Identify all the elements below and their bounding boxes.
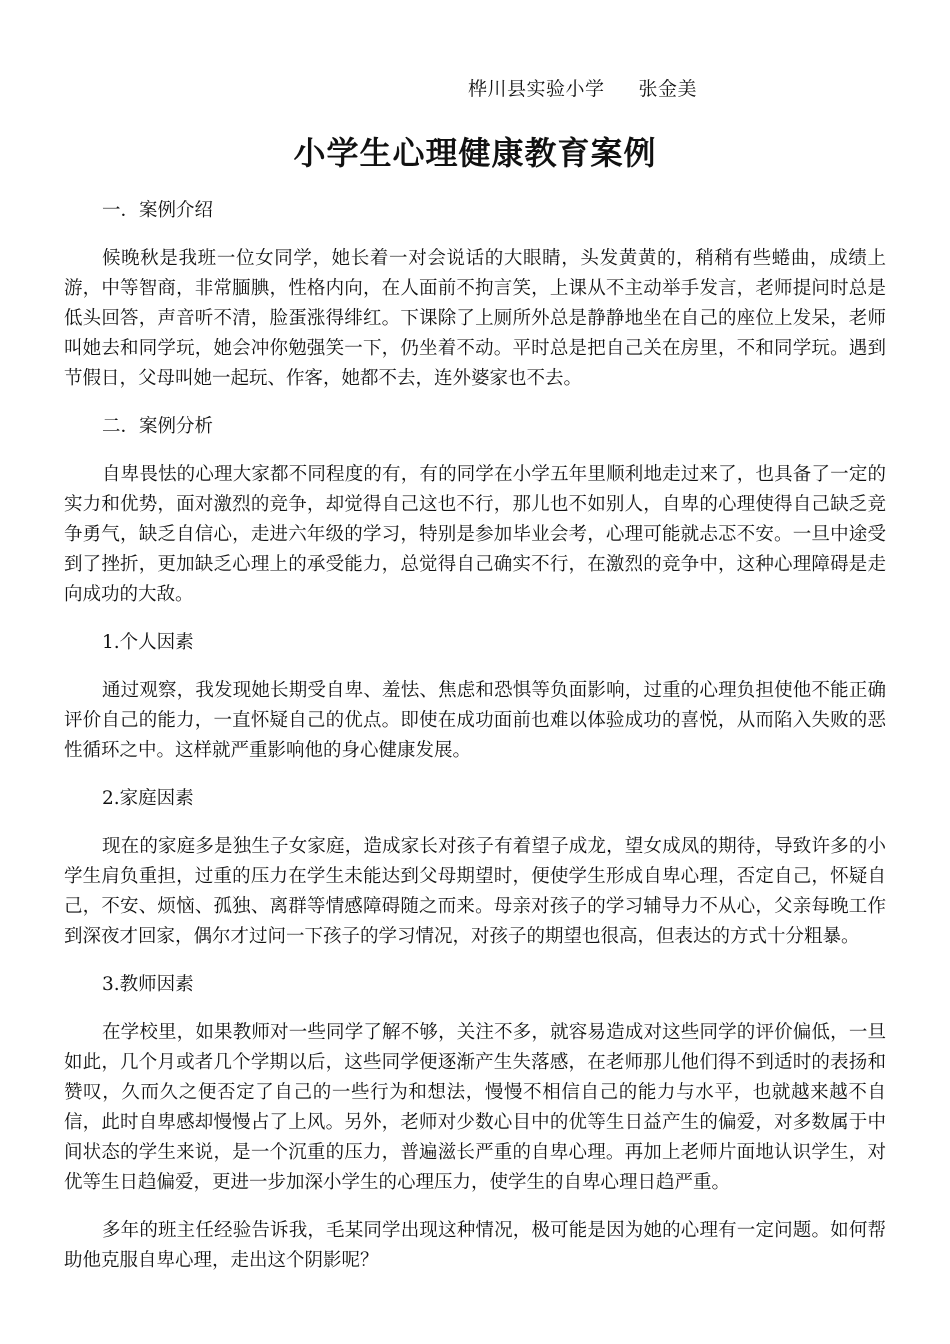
section-heading-introduction: 一．案例介绍 bbox=[102, 200, 214, 221]
subheading-family-factors: 2.家庭因素 bbox=[102, 788, 194, 809]
paragraph-conclusion: 多年的班主任经验告诉我，毛某同学出现这种情况，极可能是因为她的心理有一定问题。如何帮助他克服自卑心理，走出这个阴影呢？ bbox=[64, 1220, 886, 1271]
school-name: 桦川县实验小学 bbox=[468, 78, 605, 100]
subheading-teacher-factors: 3.教师因素 bbox=[102, 974, 194, 995]
paragraph-personal-factors: 通过观察，我发现她长期受自卑、羞怯、焦虑和恐惧等负面影响，过重的心理负担使他不能正确评价自己的能力，一直怀疑自己的优点。即使在成功面前也难以体验成功的喜悦，从而陷入失败的恶性循环之中。这样就严重影响他的身心健康发展。 bbox=[64, 680, 886, 761]
paragraph-teacher-factors: 在学校里，如果教师对一些同学了解不够，关注不多，就容易造成对这些同学的评价偏低，一旦如此，几个月或者几个学期以后，这些同学便逐渐产生失落感，在老师那儿他们得不到适时的表扬和赞叹，久而久之便否定了自己的一些行为和想法，慢慢不相信自己的能力与水平，也就越来越不自信，此时自卑感却慢慢占了上风。另外，老师对少数心目中的优等生日益产生的偏爱，对多数属于中间状态的学生来说，是一个沉重的压力，普遍滋长严重的自卑心理。再加上老师片面地认识学生，对优等生日趋偏爱，更进一步加深小学生的心理压力，使学生的自卑心理日趋严重。 bbox=[64, 1022, 886, 1193]
section-heading-analysis: 二．案例分析 bbox=[102, 416, 214, 437]
document-body bbox=[64, 196, 886, 1294]
document-title: 小学生心理健康教育案例 bbox=[293, 134, 657, 172]
author-line bbox=[468, 74, 697, 101]
subheading-personal-factors: 1.个人因素 bbox=[102, 632, 194, 653]
author-name: 张金美 bbox=[638, 78, 698, 100]
paragraph-introduction: 候晚秋是我班一位女同学，她长着一对会说话的大眼睛，头发黄黄的，稍稍有些蜷曲，成绩上游，中等智商，非常腼腆，性格内向，在人面前不拘言笑，上课从不主动举手发言，老师提问时总是低头回答，声音听不清，脸蛋涨得绯红。下课除了上厕所外总是静静地坐在自己的座位上发呆，老师叫她去和同学玩，她会冲你勉强笑一下，仍坐着不动。平时总是把自己关在房里，不和同学玩。遇到节假日，父母叫她一起玩、作客，她都不去，连外婆家也不去。 bbox=[64, 248, 886, 389]
paragraph-family-factors: 现在的家庭多是独生子女家庭，造成家长对孩子有着望子成龙，望女成凤的期待，导致许多的小学生肩负重担，过重的压力在学生未能达到父母期望时，便使学生形成自卑心理，否定自己，怀疑自己，不安、烦恼、孤独、离群等情感障碍随之而来。母亲对孩子的学习辅导力不从心，父亲每晚工作到深夜才回家，偶尔才过问一下孩子的学习情况，对孩子的期望也很高，但表达的方式十分粗暴。 bbox=[64, 836, 886, 947]
paragraph-analysis: 自卑畏怯的心理大家都不同程度的有，有的同学在小学五年里顺利地走过来了，也具备了一定的实力和优势，面对激烈的竞争，却觉得自己这也不行，那儿也不如别人，自卑的心理使得自己缺乏竞争勇气，缺乏自信心，走进六年级的学习，特别是参加毕业会考，心理可能就忐忑不安。一旦中途受到了挫折，更加缺乏心理上的承受能力，总觉得自己确实不行，在激烈的竞争中，这种心理障碍是走向成功的大敌。 bbox=[64, 464, 886, 605]
